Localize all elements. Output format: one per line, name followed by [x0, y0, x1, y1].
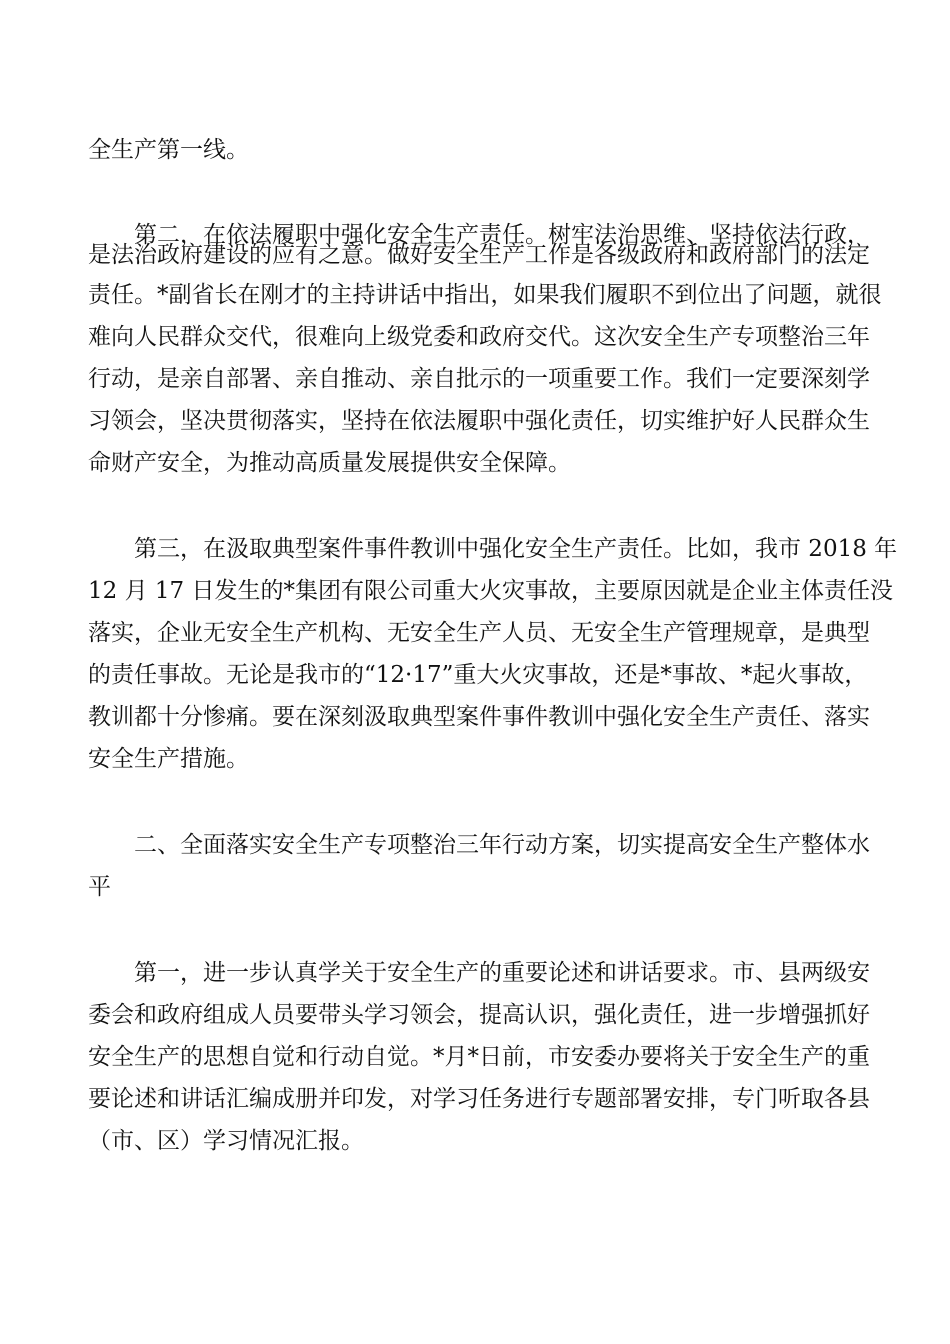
text-line: 安全生产措施。 — [88, 746, 249, 772]
text-line: 委会和政府组成人员要带头学习领会，提高认识，强化责任，进一步增强抓好 — [88, 1002, 870, 1028]
text-line: 全生产第一线。 — [88, 137, 249, 163]
text-line: 命财产安全，为推动高质量发展提供安全保障。 — [88, 450, 571, 476]
text-line: （市、区）学习情况汇报。 — [88, 1128, 364, 1154]
text-line: 第一，进一步认真学关于安全生产的重要论述和讲话要求。市、县两级安 — [134, 960, 870, 986]
section-heading-line: 二、全面落实安全生产专项整治三年行动方案，切实提高安全生产整体水 — [134, 832, 870, 858]
text-line: 12 月 17 日发生的*集团有限公司重大火灾事故，主要原因就是企业主体责任没 — [88, 578, 893, 604]
text-line: 要论述和讲话汇编成册并印发，对学习任务进行专题部署安排，专门听取各县 — [88, 1086, 870, 1112]
text-line: 落实，企业无安全生产机构、无安全生产人员、无安全生产管理规章，是典型 — [88, 620, 870, 646]
section-heading-line: 平 — [88, 874, 111, 900]
text-line: 难向人民群众交代，很难向上级党委和政府交代。这次安全生产专项整治三年 — [88, 324, 870, 350]
text-line: 第三，在汲取典型案件事件教训中强化安全生产责任。比如，我市 2018 年 — [134, 536, 898, 562]
text-line: 是法治政府建设的应有之意。做好安全生产工作是各级政府和政府部门的法定 — [88, 242, 870, 268]
text-line: 安全生产的思想自觉和行动自觉。*月*日前，市安委办要将关于安全生产的重 — [88, 1044, 870, 1070]
text-line: 的责任事故。无论是我市的“12·17”重大火灾事故，还是*事故、*起火事故， — [88, 662, 868, 688]
text-line: 习领会，坚决贯彻落实，坚持在依法履职中强化责任，切实维护好人民群众生 — [88, 408, 870, 434]
text-line: 行动，是亲自部署、亲自推动、亲自批示的一项重要工作。我们一定要深刻学 — [88, 366, 870, 392]
text-line: 教训都十分惨痛。要在深刻汲取典型案件事件教训中强化安全生产责任、落实 — [88, 704, 870, 730]
text-line: 责任。*副省长在刚才的主持讲话中指出，如果我们履职不到位出了问题，就很 — [88, 282, 882, 308]
text-line: 第二，在依法履职中强化安全生产责任。树牢法治思维、坚持依法行政， — [134, 222, 870, 248]
